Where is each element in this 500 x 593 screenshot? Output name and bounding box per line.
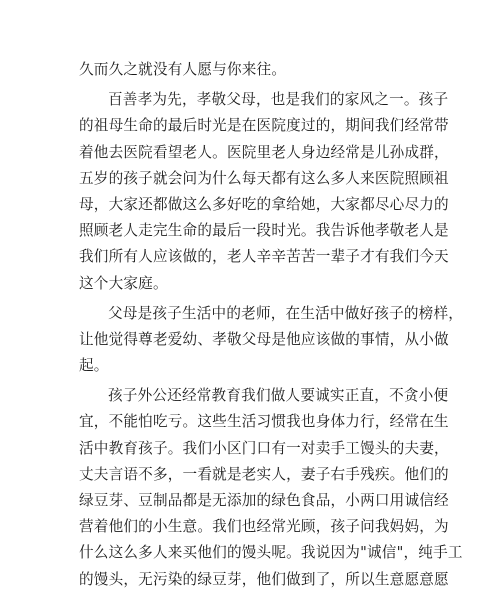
text-line: 活中教育孩子。我们小区门口有一对卖手工馒头的夫妻， — [79, 439, 449, 457]
text-line: 久而久之就没有人愿与你来往。 — [79, 61, 287, 78]
text-line: 孩子外公还经常教育我们做人要诚实正直，不贪小便 — [108, 387, 449, 405]
paragraph-4 — [79, 383, 463, 593]
text-line: 营着他们的小生意。我们也经常光顾，孩子问我妈妈，为 — [79, 518, 449, 536]
text-line: 让他觉得尊老爱幼、孝敬父母是他应该做的事情，从小做 — [79, 330, 449, 348]
text-line: 绿豆芽、豆制品都是无添加的绿色食品，小两口用诚信经 — [79, 492, 449, 509]
text-line: 丈夫言语不多，一看就是老实人，妻子右手残疾。他们的 — [79, 465, 449, 483]
text-line: 宜，不能怕吃亏。这些生活习惯我也身体力行，经常在生 — [79, 413, 449, 431]
text-line: 的馒头，无污染的绿豆芽，他们做到了，所以生意愿意愿 — [79, 570, 449, 588]
text-line: 父母是孩子生活中的老师，在生活中做好孩子的榜样， — [108, 304, 464, 322]
text-line: 母，大家还都做这么多好吃的拿给她，大家都尽心尽力的 — [79, 195, 449, 213]
document-body — [79, 57, 464, 593]
text-line: 的祖母生命的最后时光是在医院度过的，期间我们经常带 — [79, 117, 449, 135]
text-line: 五岁的孩子就会问为什么每天都有这么多人来医院照顾祖 — [79, 169, 449, 187]
text-line: 什么这么多人来买他们的馒头呢。我说因为"诚信"，纯手工 — [79, 544, 463, 562]
paragraph-2 — [79, 87, 449, 297]
text-line: 照顾老人走完生命的最后一段时光。我告诉他孝敬老人是 — [79, 222, 449, 240]
text-line: 这个大家庭。 — [79, 274, 168, 292]
paragraph-3 — [79, 301, 464, 380]
text-line: 百善孝为先，孝敬父母，也是我们的家风之一。孩子 — [108, 91, 449, 109]
text-line: 我们所有人应该做的，老人辛辛苦苦一辈子才有我们今天 — [79, 248, 449, 266]
text-line: 起。 — [79, 357, 109, 375]
text-line: 着他去医院看望老人。医院里老人身边经常是儿孙成群， — [79, 143, 449, 161]
paragraph-1 — [79, 57, 421, 83]
